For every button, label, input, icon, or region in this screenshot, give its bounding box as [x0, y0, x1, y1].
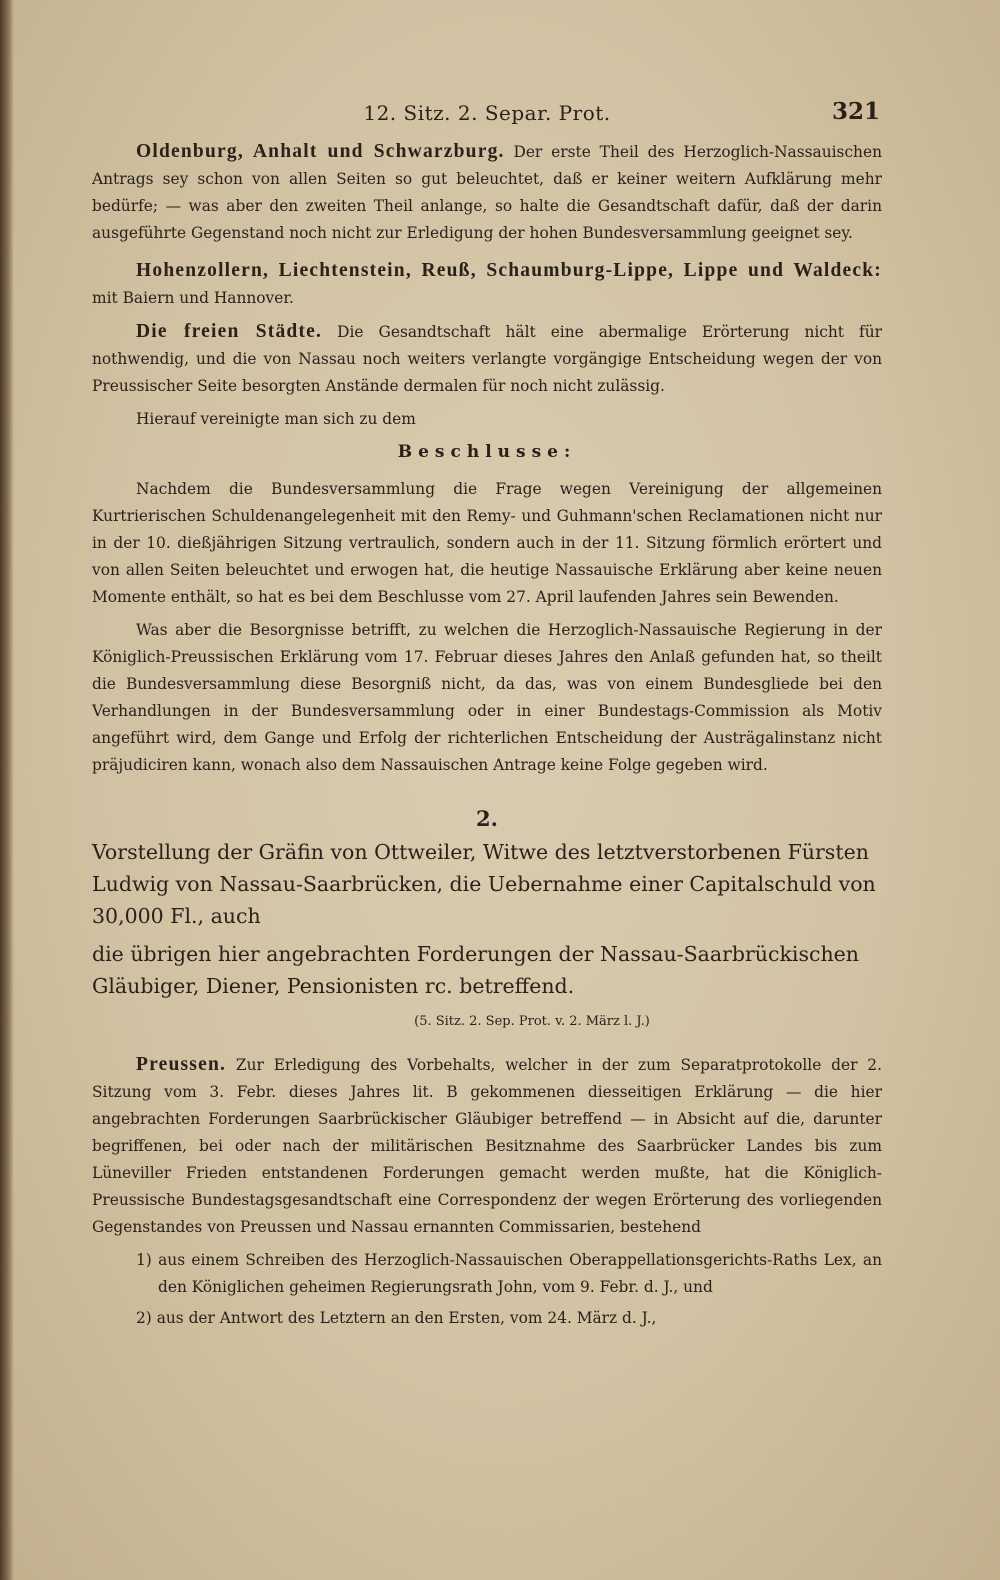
page-number: 321 [831, 98, 880, 125]
speaker-freie-staedte: Die freien Städte. [136, 321, 323, 342]
section-reference: (5. Sitz. 2. Sep. Prot. v. 2. März l. J.) [414, 1014, 650, 1029]
paragraph-hohenzollern [92, 257, 882, 312]
section-title-line1: Vorstellung der Gräfin von Ottweiler, Witwe des letztverstorbenen Fürsten Ludwig von Nassau-Saarbrücken, die Uebernahme einer Capitalschuld von 30,000 Fl., auch [92, 840, 876, 928]
paragraph-text: Die Gesandtschaft hält eine abermalige Erörterung nicht für nothwendig, und die von Nassau noch weiters verlangte vorgängige Entscheidung wegen der von Preussischer Seite besorgten Anstände dermalen für noch nicht zulässig. [92, 323, 882, 395]
paragraph-oldenburg [92, 138, 882, 247]
running-head: 12. Sitz. 2. Separ. Prot. [363, 101, 611, 125]
section-title-line2 [92, 938, 882, 1002]
speaker-preussen: Preussen. [136, 1054, 227, 1075]
section-number: 2. [476, 806, 498, 831]
speaker-oldenburg: Oldenburg, Anhalt und Schwarzburg. [136, 141, 505, 162]
list-item: 1) aus einem Schreiben des Herzoglich-Nassauischen Oberappellationsgerichts-Raths Lex, an den Königlichen geheimen Regierungsrath John, vom 9. Febr. d. J., und [136, 1251, 882, 1296]
speaker-hohenzollern: Hohenzollern, Liechtenstein, Reuß, Schaumburg-Lippe, Lippe und Waldeck: [136, 260, 882, 281]
paragraph-text: Zur Erledigung des Vorbehalts, welcher in der zum Separatprotokolle der 2. Sitzung vom 3. Febr. dieses Jahres lit. B gekommenen diesseitigen Erklärung — die hier angebrachten Forderungen Saarbrückischer Gläubiger betreffend — in Absicht auf die, darunter begriffenen, bei oder nach der militärischen Besitznahme des Saarbrücker Landes bis zum Lüneviller Frieden entstandenen Forderungen gemacht werden mußte, hat die Königlich-Preussische Bundestagsgesandtschaft eine Correspondenz der wegen Erörterung des vorliegenden Gegenstandes von Preussen und Nassau ernannten Commissarien, bestehend [92, 1056, 882, 1236]
book-spine-shadow [0, 0, 14, 1580]
paragraph-preussen [92, 1051, 882, 1241]
list-item: 2) aus der Antwort des Letztern an den Ersten, vom 24. März d. J., [136, 1309, 657, 1327]
paragraph-beschluss-1: Nachdem die Bundesversammlung die Frage wegen Vereinigung der allgemeinen Kurtrierischen Schuldenangelegenheit mit den Remy- und Guhmann'schen Reclamationen nicht nur in der 10. dießjährigen Sitzung vertraulich, sondern auch in der 11. Sitzung förmlich erörtert und von allen Seiten beleuchtet und erwogen hat, die heutige Nassauische Erklärung aber keine neuen Momente enthält, so hat es bei dem Beschlusse vom 27. April laufenden Jahres sein Bewenden. [92, 480, 882, 606]
page-content [92, 96, 882, 1336]
paragraph-text: Der erste Theil des Herzoglich-Nassauischen Antrags sey schon von allen Seiten so gut beleuchtet, daß er keiner weitern Aufklärung mehr bedürfe; — was aber den zweiten Theil anlange, so halte die Gesandtschaft dafür, daß der darin ausgeführte Gegenstand noch nicht zur Erledigung der hohen Bundesversammlung geeignet sey. [92, 143, 882, 242]
page-header [92, 96, 882, 136]
beschluss-heading: Beschlusse: [397, 442, 577, 462]
section-title-line2-text: die übrigen hier angebrachten Forderungen der Nassau-Saarbrückischen Gläubiger, Diener, Pensionisten rc. betreffend. [92, 942, 859, 998]
paragraph-hierauf: Hierauf vereinigte man sich zu dem [136, 410, 416, 428]
paragraph-freie-staedte [92, 318, 882, 400]
paragraph-text: mit Baiern und Hannover. [92, 289, 294, 307]
paragraph-beschluss-2: Was aber die Besorgnisse betrifft, zu welchen die Herzoglich-Nassauische Regierung in der Königlich-Preussischen Erklärung vom 17. Februar dieses Jahres den Anlaß gefunden hat, so theilt die Bundesversammlung diese Besorgniß nicht, da das, was von einem Bundesgliede bei den Verhandlungen in der Bundesversammlung oder in einer Bundestags-Commission als Motiv angeführt wird, dem Gange und Erfolg der richterlichen Entscheidung der Austrägalinstanz nicht präjudiciren kann, wonach also dem Nassauischen Antrage keine Folge gegeben wird. [92, 621, 882, 774]
